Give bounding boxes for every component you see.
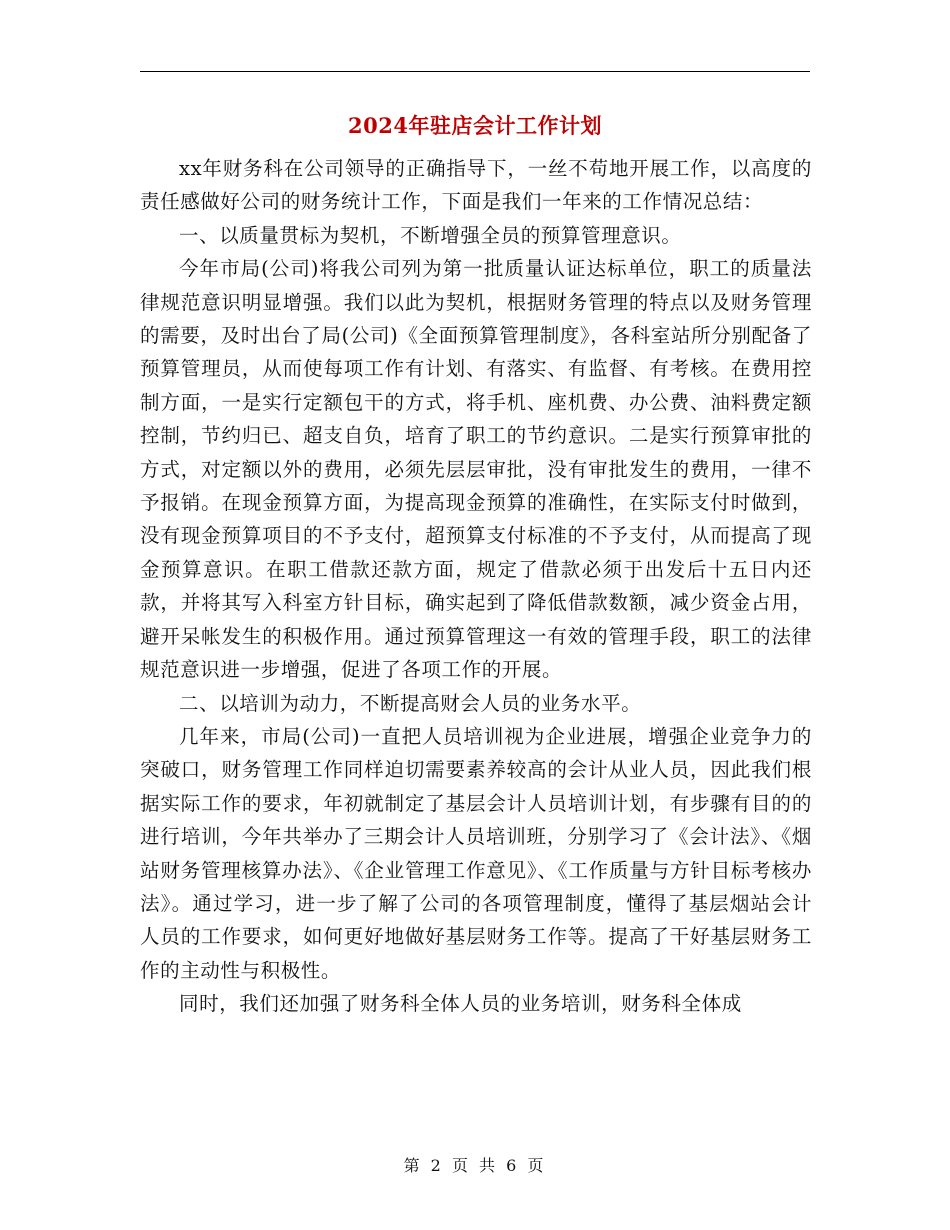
document-body [140,152,812,1021]
header-rule [140,71,810,72]
page-footer: 第 2 页 共 6 页 [403,1156,547,1175]
section-heading-2: 二、以培训为动力，不断提高财会人员的业务水平。 [179,691,642,715]
body-paragraph-budget: 今年市局(公司)将我公司列为第一批质量认证达标单位，职工的质量法律规范意识明显增强。我们以此为契机，根据财务管理的特点以及财务管理的需要，及时出台了局(公司)《全面预算管理制度》，各科室站所分别配备了预算管理员，从而使每项工作有计划、有落实、有监督、有考核。在费用控制方面，一是实行定额包干的方式，将手机、座机费、办公费、油料费定额控制，节约归已、超支自负，培育了职工的节约意识。二是实行预算审批的方式，对定额以外的费用，必须先层层审批，没有审批发生的费用，一律不予报销。在现金预算方面，为提高现金预算的准确性，在实际支付时做到，没有现金预算项目的不予支付，超预算支付标准的不予支付，从而提高了现金预算意识。在职工借款还款方面，规定了借款必须于出发后十五日内还款，并将其写入科室方针目标，确实起到了降低借款数额，减少资金占用，避开呆帐发生的积极作用。通过预算管理这一有效的管理手段，职工的法律规范意识进一步增强，促进了各项工作的开展。 [140,257,812,682]
document-title: 2024年驻店会计工作计划 [348,113,602,138]
section-heading-1: 一、以质量贯标为契机，不断增强全员的预算管理意识。 [179,223,682,247]
body-paragraph-intro: xx年财务科在公司领导的正确指导下，一丝不苟地开展工作，以高度的责任感做好公司的财务统计工作，下面是我们一年来的工作情况总结： [140,157,812,214]
body-paragraph-continued: 同时，我们还加强了财务科全体人员的业务培训，财务科全体成 [179,992,742,1016]
body-paragraph-training: 几年来，市局(公司)一直把人员培训视为企业进展，增强企业竞争力的突破口，财务管理工作同样迫切需要素养较高的会计从业人员，因此我们根据实际工作的要求，年初就制定了基层会计人员培训计划，有步骤有目的的进行培训，今年共举办了三期会计人员培训班，分别学习了《会计法》、《烟站财务管理核算办法》、《企业管理工作意见》、《工作质量与方针目标考核办法》。通过学习，进一步了解了公司的各项管理制度，懂得了基层烟站会计人员的工作要求，如何更好地做好基层财务工作等。提高了干好基层财务工作的主动性与积极性。 [140,724,812,982]
